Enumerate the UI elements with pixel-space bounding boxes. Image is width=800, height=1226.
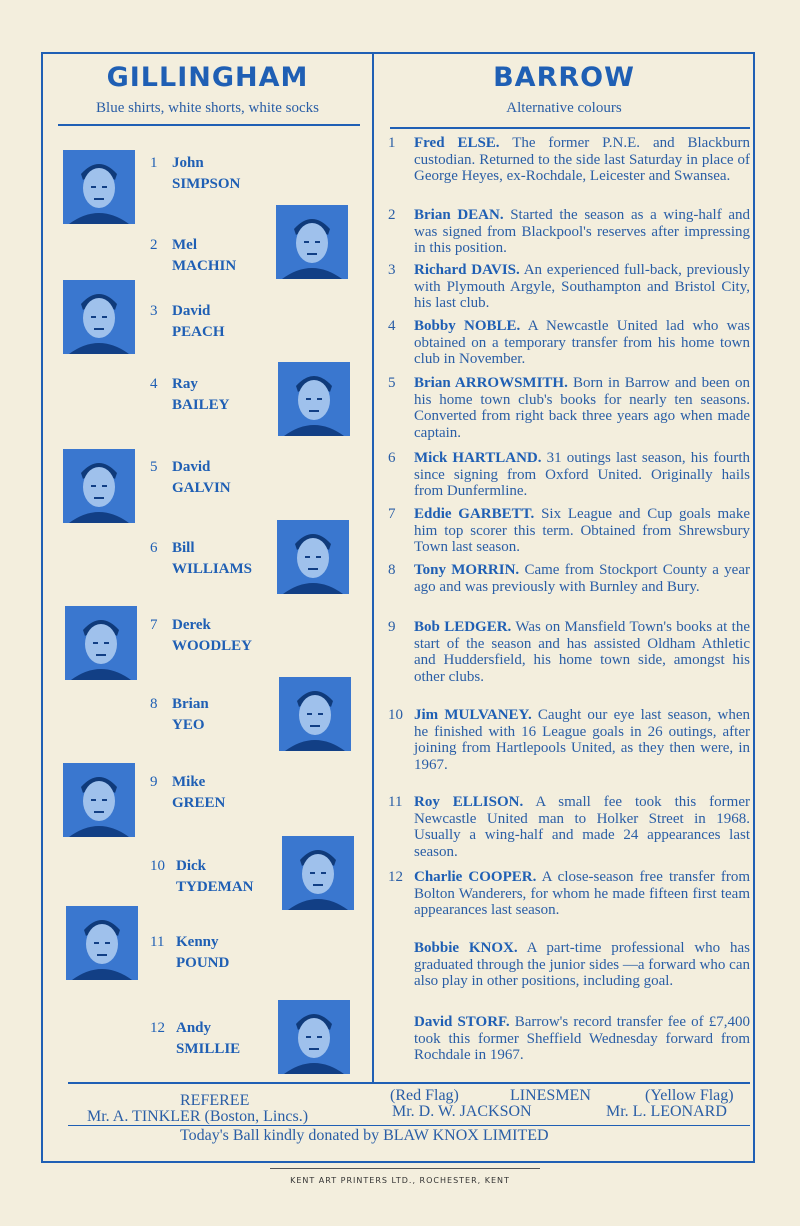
player-note: Barrow's record transfer fee of £7,400 took this former Sheffield Wednesday forward from Rochdale in 1967. [414,1014,750,1063]
player-note: Caught our eye last season, when he finished with 16 League goals in 26 outings, after joining from Hartlepools United, as they then were, in 1967. [414,707,750,773]
player-number: 11 [388,794,403,810]
player-note: A Newcastle United lad who was obtained on a temporary transfer from his home town club in November. [414,318,750,367]
player-name: Richard DAVIS. [414,262,520,278]
player-first-name: Dick [176,858,206,874]
linesman-one: Mr. D. W. JACKSON [392,1103,532,1120]
player-note: Came from Stockport County a year ago and was previously with Burnley and Bury. [414,562,750,595]
player-note: Was on Mansfield Town's books at the start of the season and has assisted Oldham Athletic and Huddersfield, his home town side, amongst his other clubs. [414,619,750,685]
player-first-name: Mike [172,774,206,790]
player-surname: PEACH [172,324,225,340]
linesmen-label: LINESMEN [510,1087,591,1104]
player-first-name: Brian [172,696,209,712]
officials-rule [68,1082,750,1084]
printer-credit: KENT ART PRINTERS LTD., ROCHESTER, KENT [290,1176,510,1185]
player-name: Brian DEAN. [414,207,504,223]
player-first-name: David [172,303,211,319]
player-name: Bob LEDGER. [414,619,512,635]
player-number: 3 [388,262,396,278]
player-number: 3 [150,303,158,319]
player-first-name: Kenny [176,934,219,950]
player-surname: TYDEMAN [176,879,254,895]
barrow-colours: Alternative colours [506,100,622,116]
player-name: Fred ELSE. [414,135,500,151]
player-photo [63,449,135,523]
player-photo [63,280,135,354]
player-name: Eddie GARBETT. [414,506,535,522]
player-surname: WOODLEY [172,638,253,654]
player-number: 9 [150,774,158,790]
yellow-flag-label: (Yellow Flag) [645,1087,734,1104]
player-photo [63,763,135,837]
player-surname: POUND [176,955,230,971]
ball-sponsor-note: Today's Ball kindly donated by BLAW KNOX LIMITED [180,1127,549,1144]
player-note: The former P.N.E. and Blackburn custodian. Returned to the side last Saturday in place of George Heyes, ex-Rochdale, Leicester and Swansea. [414,135,750,184]
player-name: Roy ELLISON. [414,794,524,810]
player-first-name: Mel [172,237,197,253]
player-note: Born in Barrow and been on his home town club's books for nearly ten seasons. Converted from right back three years ago when made captain. [414,375,750,441]
player-first-name: John [172,155,204,171]
player-photo [65,606,137,680]
referee-name: Mr. A. TINKLER (Boston, Lincs.) [87,1108,309,1125]
gillingham-rule [58,124,360,126]
player-name: Jim MULVANEY. [414,707,532,723]
player-number: 5 [150,459,158,475]
player-name: Bobby NOBLE. [414,318,521,334]
player-name: Mick HARTLAND. [414,450,542,466]
player-surname: GREEN [172,795,226,811]
ball-rule [68,1125,750,1126]
player-number: 6 [150,540,158,556]
player-name: David STORF. [414,1014,510,1030]
player-first-name: Derek [172,617,211,633]
gillingham-title: GILLINGHAM [106,62,309,93]
red-flag-label: (Red Flag) [390,1087,459,1104]
player-photo [277,520,349,594]
player-note: A part-time professional who has graduated through the junior sides —a forward who can also play in other positions, including goal. [414,940,751,989]
player-name: Brian ARROWSMITH. [414,375,568,391]
referee-label: REFEREE [180,1092,250,1109]
player-number: 9 [388,619,396,635]
barrow-rule [390,127,750,129]
player-first-name: Andy [176,1020,212,1036]
player-surname: WILLIAMS [172,561,253,577]
player-first-name: Bill [172,540,195,556]
column-divider [372,52,374,1082]
player-number: 12 [150,1020,165,1036]
player-surname: SIMPSON [172,176,241,192]
player-number: 8 [388,562,396,578]
player-number: 5 [388,375,396,391]
player-photo [279,677,351,751]
player-surname: MACHIN [172,258,237,274]
linesman-two: Mr. L. LEONARD [606,1103,727,1120]
player-note: A close-season free transfer from Bolton Wanderers, for whom he made fifteen first team appearances last season. [414,869,750,918]
player-surname: YEO [172,717,205,733]
player-number: 10 [150,858,165,874]
player-photo [278,362,350,436]
player-number: 8 [150,696,158,712]
player-note: Started the season as a wing-half and was signed from Blackpool's reserves after impressing in this position. [414,207,750,256]
player-number: 12 [388,869,403,885]
player-note: 31 outings last season, his fourth since signing from Oxford United. Originally hails from Dunfermline. [414,450,751,499]
player-number: 4 [388,318,396,334]
player-note: Six League and Cup goals make him top scorer this term. Obtained from Shrewsbury Town last season. [414,506,750,555]
player-note: An experienced full-back, previously with Plymouth Argyle, Southampton and Bristol City, his last club. [414,262,750,311]
player-surname: BAILEY [172,397,230,413]
player-first-name: Ray [172,376,198,392]
player-photo [278,1000,350,1074]
player-number: 4 [150,376,158,392]
player-number: 11 [150,934,165,950]
gillingham-colours: Blue shirts, white shorts, white socks [96,100,319,116]
player-number: 7 [150,617,158,633]
player-photo [66,906,138,980]
player-number: 2 [388,207,396,223]
player-photo [282,836,354,910]
player-number: 2 [150,237,158,253]
player-note: A small fee took this former Newcastle United man to Holker Street in 1968. Usually a wing-half and made 24 appearances last season. [414,794,750,860]
player-name: Charlie COOPER. [414,869,537,885]
player-name: Tony MORRIN. [414,562,520,578]
player-first-name: David [172,459,211,475]
player-number: 6 [388,450,396,466]
player-photo [276,205,348,279]
player-number: 1 [388,135,396,151]
player-number: 7 [388,506,396,522]
printer-rule [270,1168,540,1169]
player-number: 10 [388,707,403,723]
player-number: 1 [150,155,158,171]
player-surname: GALVIN [172,480,231,496]
player-photo [63,150,135,224]
player-name: Bobbie KNOX. [414,940,518,956]
player-surname: SMILLIE [176,1041,241,1057]
barrow-title: BARROW [493,62,635,93]
